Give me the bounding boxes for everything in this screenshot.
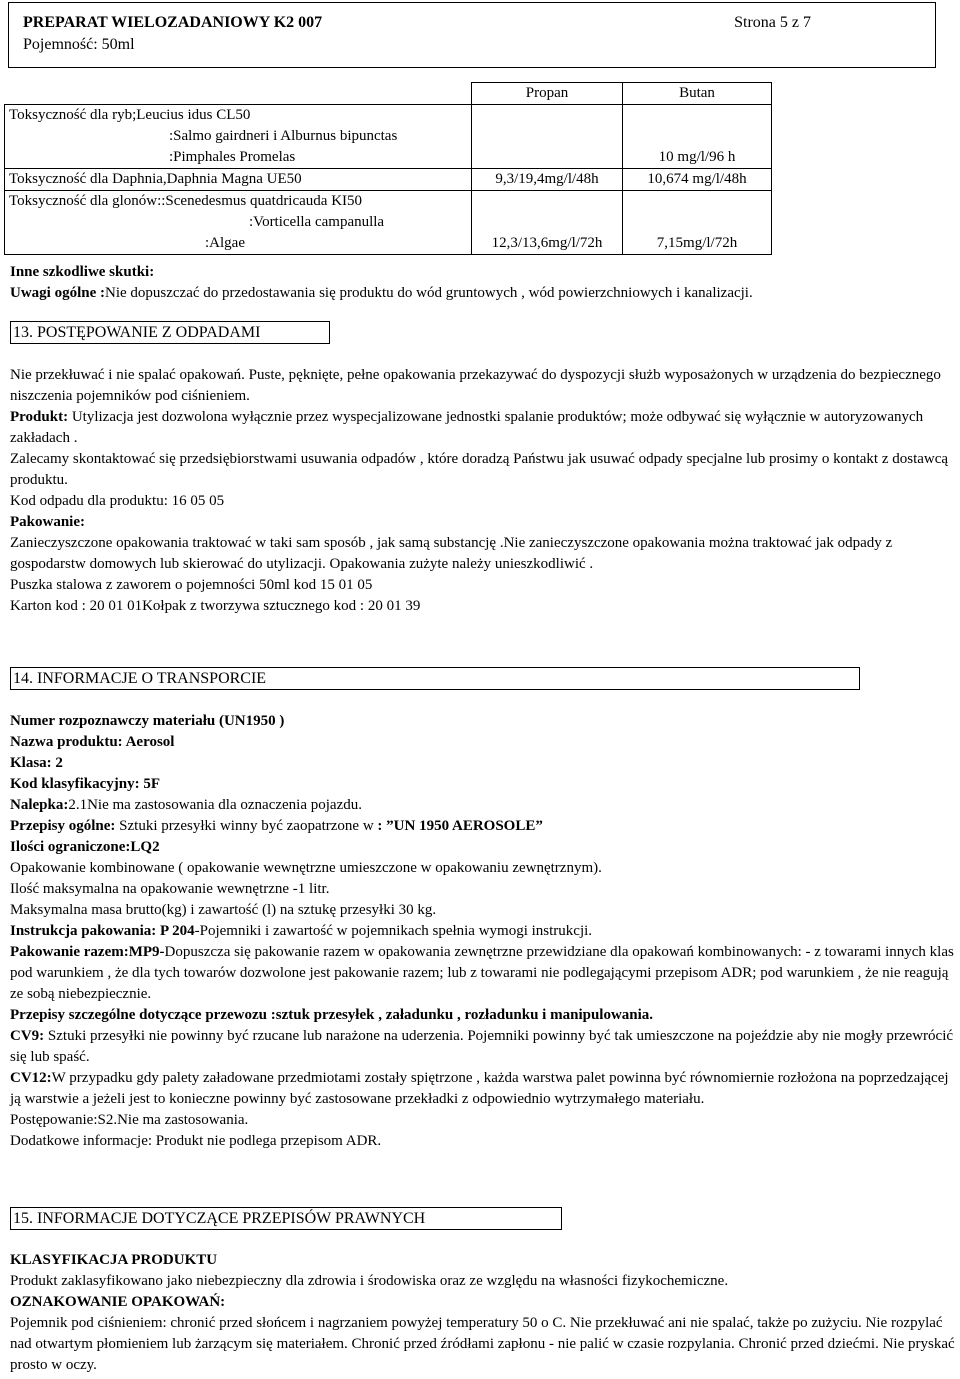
product-label: Produkt: bbox=[10, 409, 69, 425]
paragraph: Zalecamy skontaktować się przedsiębiorstwami usuwania odpadów , które doradzą Państwu jak usuwać odpady specjalne lub prosimy o kontakt z dostawcą produktu. bbox=[10, 451, 949, 488]
label-general-rules: Przepisy ogólne: bbox=[10, 818, 116, 834]
propan-value: 9,3/19,4mg/l/48h bbox=[472, 169, 623, 191]
toxicity-table bbox=[4, 82, 772, 255]
row-label-line: Toksyczność dla glonów::Scenedesmus quatdricauda KI50 bbox=[9, 193, 363, 209]
table-header-row bbox=[5, 83, 772, 105]
paragraph: Produkt zaklasyfikowano jako niebezpieczny dla zdrowia i środowiska oraz ze względu na własności fizykochemiczne. bbox=[10, 1273, 729, 1289]
row-label-line: :Algae bbox=[205, 235, 245, 251]
product-text: Utylizacja jest dozwolona wyłącznie przez wyspecjalizowane jednostki spalanie produktów; może odbywać się wyłącznie w autoryzowanych zakładach . bbox=[10, 409, 924, 446]
butan-value: 7,15mg/l/72h bbox=[623, 191, 772, 255]
paragraph: Ilości ograniczone:LQ2 bbox=[10, 839, 160, 855]
document-title: PREPARAT WIELOZADANIOWY K2 007 bbox=[23, 14, 323, 31]
paragraph bbox=[10, 407, 955, 449]
packaging-label: Pakowanie: bbox=[10, 514, 85, 530]
section-13-body bbox=[10, 365, 955, 617]
label-cv9: CV9: bbox=[10, 1028, 45, 1044]
page-header bbox=[8, 2, 936, 68]
paragraph bbox=[10, 1026, 955, 1068]
section-14-body bbox=[10, 711, 955, 1152]
table-row bbox=[5, 105, 772, 169]
label-packing-instruction: Instrukcja pakowania: P 204 bbox=[10, 923, 195, 939]
text-mixed-packing: Dopuszcza się pakowanie razem w opakowania zewnętrzne przewidziane dla opakowań kombinowanych: - z towarami innych klas pod warunkiem , że dla tych towarów dozwolone jest pakowanie razem; lub z towarami nie podlegającymi przepisom ADR; pod warunkiem , że nie reagują ze sobą niebezpiecznie. bbox=[10, 944, 954, 1002]
subheading: KLASYFIKACJA PRODUKTU bbox=[10, 1252, 218, 1268]
subheading: OZNAKOWANIE OPAKOWAŃ: bbox=[10, 1294, 226, 1310]
text-packing-instruction: -Pojemniki i zawartość w pojemnikach spełnia wymogi instrukcji. bbox=[194, 923, 593, 939]
row-label bbox=[5, 105, 472, 169]
paragraph: Maksymalna masa brutto(kg) i zawartość (l) na sztukę przesyłki 30 kg. bbox=[10, 902, 437, 918]
text-cv9: Sztuki przesyłki nie powinny być rzucane lub narażone na uderzenia. Pojemniki powinny być tak umieszczone na pojeździe aby nie mogły przewrócić się lub spaść. bbox=[10, 1028, 954, 1065]
butan-value: 10,674 mg/l/48h bbox=[623, 169, 772, 191]
section-14-title: 14. INFORMACJE O TRANSPORCIE bbox=[13, 670, 267, 687]
paragraph: Opakowanie kombinowane ( opakowanie wewnętrzne umieszczone w opakowaniu zewnętrznym). bbox=[10, 860, 602, 876]
paragraph: Pojemnik pod ciśnieniem: chronić przed słońcem i nagrzaniem powyżej temperatury 50 o C. Nie przekłuwać ani nie spalać, także po zużyciu. Nie rozpylać nad otwartym płomieniem lub żarzącym się materiałem. Chronić przed źródłami zapłonu - nie palić w czasie rozpylania. Chronić przed dziećmi. Nie pryskać prosto w oczy. bbox=[10, 1315, 955, 1373]
section-13-title: 13. POSTĘPOWANIE Z ODPADAMI bbox=[13, 324, 261, 341]
paragraph: Zanieczyszczone opakowania traktować w taki sam sposób , jak samą substancję .Nie zanieczyszczone opakowania można traktować jak odpady z gospodarstw domowych lub skierować do utylizacji. Opakowania zużyte należy unieszkodliwić . bbox=[10, 535, 893, 572]
paragraph bbox=[10, 795, 955, 816]
row-label-line: Toksyczność dla ryb;Leucius idus CL50 bbox=[9, 107, 251, 123]
text-nalepka: 2.1Nie ma zastosowania dla oznaczenia pojazdu. bbox=[68, 797, 362, 813]
paragraph bbox=[10, 921, 955, 942]
paragraph: Nie przekłuwać i nie spalać opakowań. Puste, pęknięte, pełne opakowania przekazywać do dyspozycji służb wyposażonych w urządzenia do bezpiecznego niszczenia pojemników pod ciśnieniem. bbox=[10, 367, 941, 404]
other-effects-label: Inne szkodliwe skutki: bbox=[10, 264, 155, 280]
paragraph: Kod klasyfikacyjny: 5F bbox=[10, 776, 161, 792]
table-row bbox=[5, 191, 772, 255]
general-remarks-label: Uwagi ogólne : bbox=[10, 285, 105, 301]
row-label-line: :Pimphales Promelas bbox=[169, 149, 296, 165]
row-label: Toksyczność dla Daphnia,Daphnia Magna UE50 bbox=[5, 169, 472, 191]
paragraph: Klasa: 2 bbox=[10, 755, 63, 771]
text-un-aerosole: : ”UN 1950 AEROSOLE” bbox=[377, 818, 543, 834]
paragraph bbox=[10, 816, 955, 837]
row-label-line: :Vorticella campanulla bbox=[249, 214, 385, 230]
paragraph: Postępowanie:S2.Nie ma zastosowania. bbox=[10, 1112, 249, 1128]
paragraph: Karton kod : 20 01 01Kołpak z tworzywa sztucznego kod : 20 01 39 bbox=[10, 598, 421, 614]
paragraph: Przepisy szczególne dotyczące przewozu :sztuk przesyłek , załadunku , rozładunku i manipulowania. bbox=[10, 1007, 654, 1023]
butan-value: 10 mg/l/96 h bbox=[623, 105, 772, 169]
paragraph bbox=[10, 942, 955, 1005]
section-13-heading bbox=[10, 321, 330, 344]
section-15-title: 15. INFORMACJE DOTYCZĄCE PRZEPISÓW PRAWNYCH bbox=[13, 1210, 426, 1227]
text-cv12: W przypadku gdy palety załadowane przedmiotami zostały spiętrzone , każda warstwa palet powinna być równomiernie rozłożona na poprzedzającej ją warstwie a jeżeli jest to konieczne powinny być zastosowane przekładki z odpowiednio wytrzymałego materiału. bbox=[10, 1070, 949, 1107]
paragraph: Ilość maksymalna na opakowanie wewnętrzne -1 litr. bbox=[10, 881, 330, 897]
paragraph: Nazwa produktu: Aerosol bbox=[10, 734, 175, 750]
row-label-line: :Salmo gairdneri i Alburnus bipunctas bbox=[169, 128, 398, 144]
section-15-heading bbox=[10, 1207, 562, 1230]
text-general-rules: Sztuki przesyłki winny być zaopatrzone w bbox=[115, 818, 378, 834]
general-remarks bbox=[10, 283, 753, 304]
paragraph: Puszka stalowa z zaworem o pojemności 50ml kod 15 01 05 bbox=[10, 577, 373, 593]
row-label bbox=[5, 191, 472, 255]
paragraph: Kod odpadu dla produktu: 16 05 05 bbox=[10, 493, 225, 509]
propan-value bbox=[472, 105, 623, 169]
page-number: Strona 5 z 7 bbox=[734, 14, 811, 31]
label-nalepka: Nalepka: bbox=[10, 797, 69, 813]
propan-value: 12,3/13,6mg/l/72h bbox=[472, 191, 623, 255]
label-cv12: CV12: bbox=[10, 1070, 52, 1086]
column-header-butan: Butan bbox=[623, 83, 772, 105]
table-row bbox=[5, 169, 772, 191]
paragraph: Dodatkowe informacje: Produkt nie podlega przepisom ADR. bbox=[10, 1133, 382, 1149]
general-remarks-text: Nie dopuszczać do przedostawania się produktu do wód gruntowych , wód powierzchniowych i kanalizacji. bbox=[105, 285, 753, 301]
section-15-body bbox=[10, 1250, 955, 1376]
paragraph bbox=[10, 1068, 955, 1110]
paragraph: Numer rozpoznawczy materiału (UN1950 ) bbox=[10, 713, 285, 729]
section-14-heading bbox=[10, 667, 860, 690]
label-mixed-packing: Pakowanie razem:MP9- bbox=[10, 944, 165, 960]
document-subtitle: Pojemność: 50ml bbox=[23, 36, 135, 53]
column-header-propan: Propan bbox=[472, 83, 623, 105]
